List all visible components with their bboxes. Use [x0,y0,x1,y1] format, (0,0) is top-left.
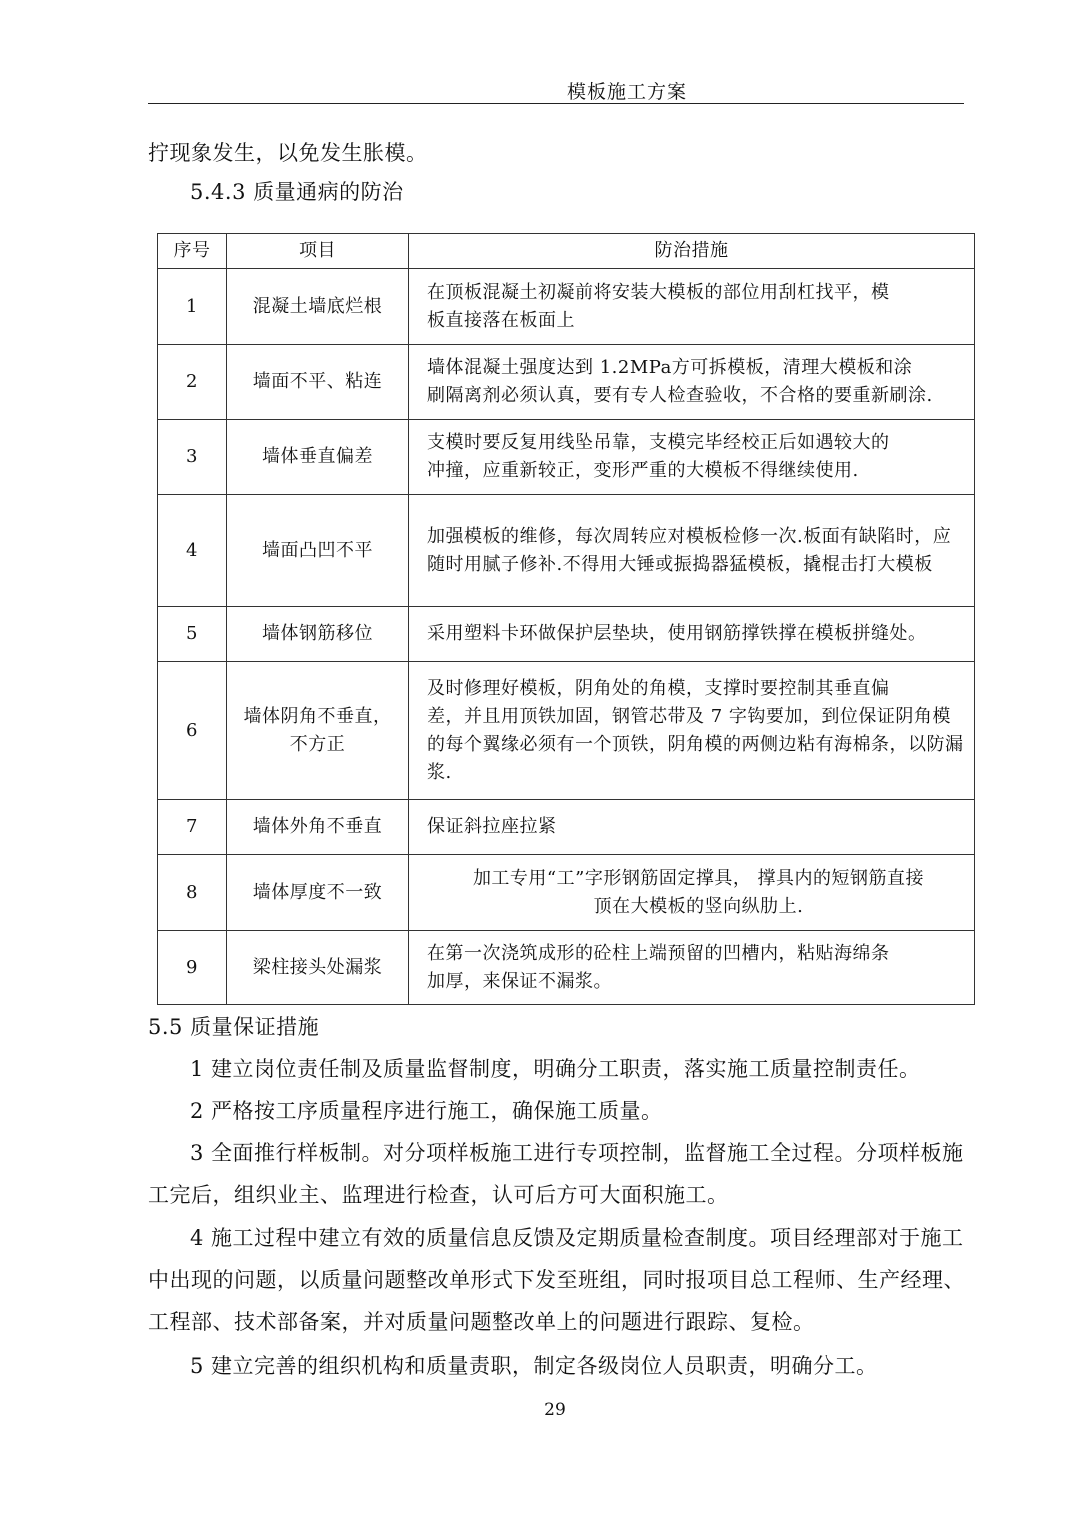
table-row [158,855,975,931]
section-heading-5-4-3: 5.4.3 质量通病的防治 [190,180,404,204]
table-row [158,931,975,1005]
measure-line: 冲撞，应重新较正，变形严重的大模板不得继续使用. [427,460,859,481]
measure-line: 加工专用“工”字形钢筋固定撑具， 撑具内的短钢筋直接 [472,867,925,889]
row-measure [409,420,975,495]
column-header-item: 项目 [227,234,409,269]
measure-line: 顶在大模板的竖向纵肋上. [593,895,804,917]
measure-line: 采用塑料卡环做保护层垫块，使用钢筋撑铁撑在模板拼缝处。 [427,623,927,644]
measure-paragraph-4: 4 施工过程中建立有效的质量信息反馈及定期质量检查制度。项目经理部对于施工中出现的问题，以质量问题整改单形式下发至班组，同时报项目总工程师、生产经理、工程部、技术部备案，并对质量问题整改单上的问题进行跟踪、复检。 [148,1226,965,1334]
item-line: 墙体阴角不垂直， [243,705,392,727]
section-heading-5-5: 5.5 质量保证措施 [148,1015,320,1039]
intro-line: 拧现象发生，以免发生胀模。 [148,141,428,165]
item-line: 不方正 [289,733,346,755]
row-item [227,662,409,800]
row-item: 墙体垂直偏差 [227,420,409,495]
measure-line: 刷隔离剂必须认真，要有专人检查验收，不合格的要重新刷涂. [427,385,933,406]
measure-line: 浆. [427,761,452,783]
row-item: 墙面凸凹不平 [227,495,409,607]
measure-line: 随时用腻子修补.不得用大锤或振捣器猛模板，撬棍击打大模板 [427,553,933,575]
row-item: 混凝土墙底烂根 [227,269,409,345]
measure-line: 在顶板混凝土初凝前将安装大模板的部位用刮杠找平，模 [427,281,890,303]
row-number: 3 [158,420,227,495]
header-rule [148,103,964,104]
row-item: 墙体外角不垂直 [227,800,409,855]
row-measure [409,931,975,1005]
row-item: 墙体钢筋移位 [227,607,409,662]
measure-line: 差，并且用顶铁加固，钢管芯带及 7 字钩要加，到位保证阴角模 [427,705,951,727]
row-number: 5 [158,607,227,662]
table-row [158,662,975,800]
table-row [158,800,975,855]
measure-paragraph-5: 5 建立完善的组织机构和质量责职，制定各级岗位人员职责，明确分工。 [190,1354,878,1378]
measure-line: 加厚，来保证不漏浆。 [427,970,612,992]
table-header-row [158,234,975,269]
measure-paragraph-1: 1 建立岗位责任制及质量监督制度，明确分工职责，落实施工质量控制责任。 [190,1057,921,1081]
measure-line: 加强模板的维修，每次周转应对模板检修一次.板面有缺陷时，应 [427,525,952,547]
row-number: 1 [158,269,227,345]
row-number: 9 [158,931,227,1005]
measure-line: 在第一次浇筑成形的砼柱上端预留的凹槽内，粘贴海绵条 [427,942,890,964]
measure-line: 墙体混凝土强度达到 1.2MPa方可拆模板，清理大模板和涂 [427,357,913,378]
row-number: 2 [158,345,227,420]
row-item: 墙体厚度不一致 [227,855,409,931]
measure-paragraph-3: 3 全面推行样板制。对分项样板施工进行专项控制，监督施工全过程。分项样板施工完后，组织业主、监理进行检查，认可后方可大面积施工。 [148,1141,964,1207]
row-measure [409,607,975,662]
row-measure [409,855,975,931]
row-number: 7 [158,800,227,855]
row-measure [409,345,975,420]
row-measure [409,800,975,855]
measure-line: 及时修理好模板，阴角处的角模，支撑时要控制其垂直偏 [427,677,890,699]
measure-line: 保证斜拉座拉紧 [427,816,557,837]
measure-paragraph-2: 2 严格按工序质量程序进行施工，确保施工质量。 [190,1099,663,1123]
measure-line: 板直接落在板面上 [427,309,575,331]
measure-line: 的每个翼缘必须有一个顶铁，阴角模的两侧边粘有海棉条，以防漏 [427,733,964,755]
row-measure [409,662,975,800]
page-number: 29 [544,1400,566,1420]
column-header-measure: 防治措施 [409,234,975,269]
row-measure [409,495,975,607]
row-measure [409,269,975,345]
table-row [158,345,975,420]
table-row [158,269,975,345]
row-number: 8 [158,855,227,931]
row-item: 墙面不平、粘连 [227,345,409,420]
table-row [158,607,975,662]
measure-line: 支模时要反复用线坠吊靠，支模完毕经校正后如遇较大的 [427,432,890,453]
table-row [158,420,975,495]
table-row [158,495,975,607]
row-item: 梁柱接头处漏浆 [227,931,409,1005]
row-number: 4 [158,495,227,607]
running-header-title: 模板施工方案 [566,81,687,103]
row-number: 6 [158,662,227,800]
column-header-no: 序号 [158,234,227,269]
quality-defect-table [157,233,975,1005]
